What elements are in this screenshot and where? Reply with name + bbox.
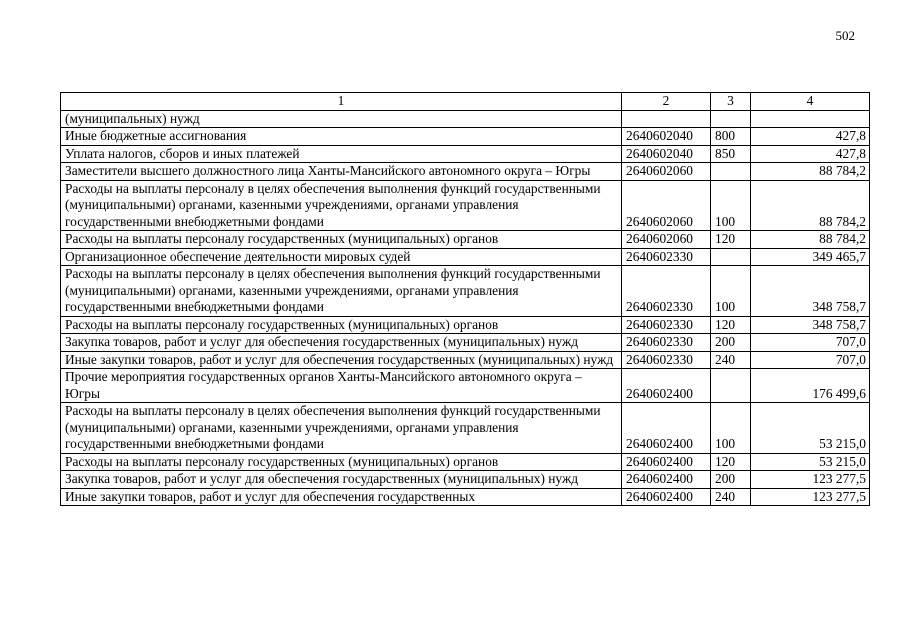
row-code: 2640602060 [622,180,711,231]
row-expense-type: 200 [711,334,751,352]
table-row [61,369,870,403]
table-row [61,128,870,146]
row-code: 2640602330 [622,351,711,369]
budget-table [60,92,870,506]
row-code: 2640602330 [622,316,711,334]
row-name: Расходы на выплаты персоналу в целях обеспечения выполнения функций государственными (муниципальными) органами, казенными учреждениями, органами управления государственными внебюджетными фондами [61,403,622,454]
row-expense-type: 100 [711,180,751,231]
table-row [61,180,870,231]
row-expense-type: 850 [711,145,751,163]
row-code: 2640602400 [622,369,711,403]
row-name: Расходы на выплаты персоналу государственных (муниципальных) органов [61,453,622,471]
row-expense-type: 200 [711,471,751,489]
table-row [61,334,870,352]
page-number: 502 [835,28,855,43]
row-code: 2640602330 [622,334,711,352]
row-expense-type: 240 [711,351,751,369]
row-code: 2640602060 [622,163,711,181]
row-name: Организационное обеспечение деятельности мировых судей [61,248,622,266]
row-expense-type: 100 [711,403,751,454]
row-expense-type: 800 [711,128,751,146]
row-amount: 349 465,7 [751,248,870,266]
table-row [61,110,870,128]
table-row [61,163,870,181]
row-code: 2640602400 [622,488,711,506]
row-name: Заместители высшего должностного лица Ханты-Мансийского автономного округа – Югры [61,163,622,181]
row-name: Иные закупки товаров, работ и услуг для обеспечения государственных (муниципальных) нужд [61,351,622,369]
row-amount: 707,0 [751,334,870,352]
header-col-1: 1 [61,93,622,111]
row-name: Иные бюджетные ассигнования [61,128,622,146]
row-code: 2640602400 [622,403,711,454]
row-name: Расходы на выплаты персоналу государственных (муниципальных) органов [61,316,622,334]
row-code: 2640602330 [622,266,711,317]
row-expense-type: 100 [711,266,751,317]
row-expense-type [711,163,751,181]
row-expense-type: 120 [711,453,751,471]
row-amount: 707,0 [751,351,870,369]
row-amount [751,110,870,128]
row-expense-type: 120 [711,231,751,249]
row-name: (муниципальных) нужд [61,110,622,128]
row-name: Расходы на выплаты персоналу в целях обеспечения выполнения функций государственными (муниципальными) органами, казенными учреждениями, органами управления государственными внебюджетными фондами [61,266,622,317]
row-expense-type [711,248,751,266]
table-row [61,145,870,163]
row-code: 2640602040 [622,145,711,163]
row-expense-type: 240 [711,488,751,506]
header-col-2: 2 [622,93,711,111]
row-amount: 427,8 [751,128,870,146]
table-row [61,488,870,506]
header-col-4: 4 [751,93,870,111]
row-name: Закупка товаров, работ и услуг для обеспечения государственных (муниципальных) нужд [61,334,622,352]
table-row [61,266,870,317]
row-amount: 427,8 [751,145,870,163]
table-row [61,471,870,489]
row-code: 2640602400 [622,471,711,489]
row-name: Прочие мероприятия государственных органов Ханты-Мансийского автономного округа – Югры [61,369,622,403]
table-row [61,316,870,334]
row-amount: 53 215,0 [751,453,870,471]
row-amount: 88 784,2 [751,163,870,181]
row-name: Закупка товаров, работ и услуг для обеспечения государственных (муниципальных) нужд [61,471,622,489]
table-row [61,248,870,266]
header-col-3: 3 [711,93,751,111]
row-expense-type [711,110,751,128]
row-amount: 348 758,7 [751,316,870,334]
row-name: Расходы на выплаты персоналу государственных (муниципальных) органов [61,231,622,249]
table-row [61,403,870,454]
row-name: Иные закупки товаров, работ и услуг для обеспечения государственных [61,488,622,506]
row-name: Расходы на выплаты персоналу в целях обеспечения выполнения функций государственными (муниципальными) органами, казенными учреждениями, органами управления государственными внебюджетными фондами [61,180,622,231]
row-code [622,110,711,128]
row-code: 2640602400 [622,453,711,471]
row-code: 2640602040 [622,128,711,146]
table-row [61,351,870,369]
row-amount: 123 277,5 [751,488,870,506]
row-code: 2640602330 [622,248,711,266]
row-code: 2640602060 [622,231,711,249]
row-amount: 88 784,2 [751,231,870,249]
row-name: Уплата налогов, сборов и иных платежей [61,145,622,163]
row-amount: 123 277,5 [751,471,870,489]
row-amount: 88 784,2 [751,180,870,231]
row-expense-type [711,369,751,403]
table-row [61,453,870,471]
row-amount: 53 215,0 [751,403,870,454]
table-row [61,231,870,249]
row-expense-type: 120 [711,316,751,334]
row-amount: 348 758,7 [751,266,870,317]
table-header-row [61,93,870,111]
row-amount: 176 499,6 [751,369,870,403]
